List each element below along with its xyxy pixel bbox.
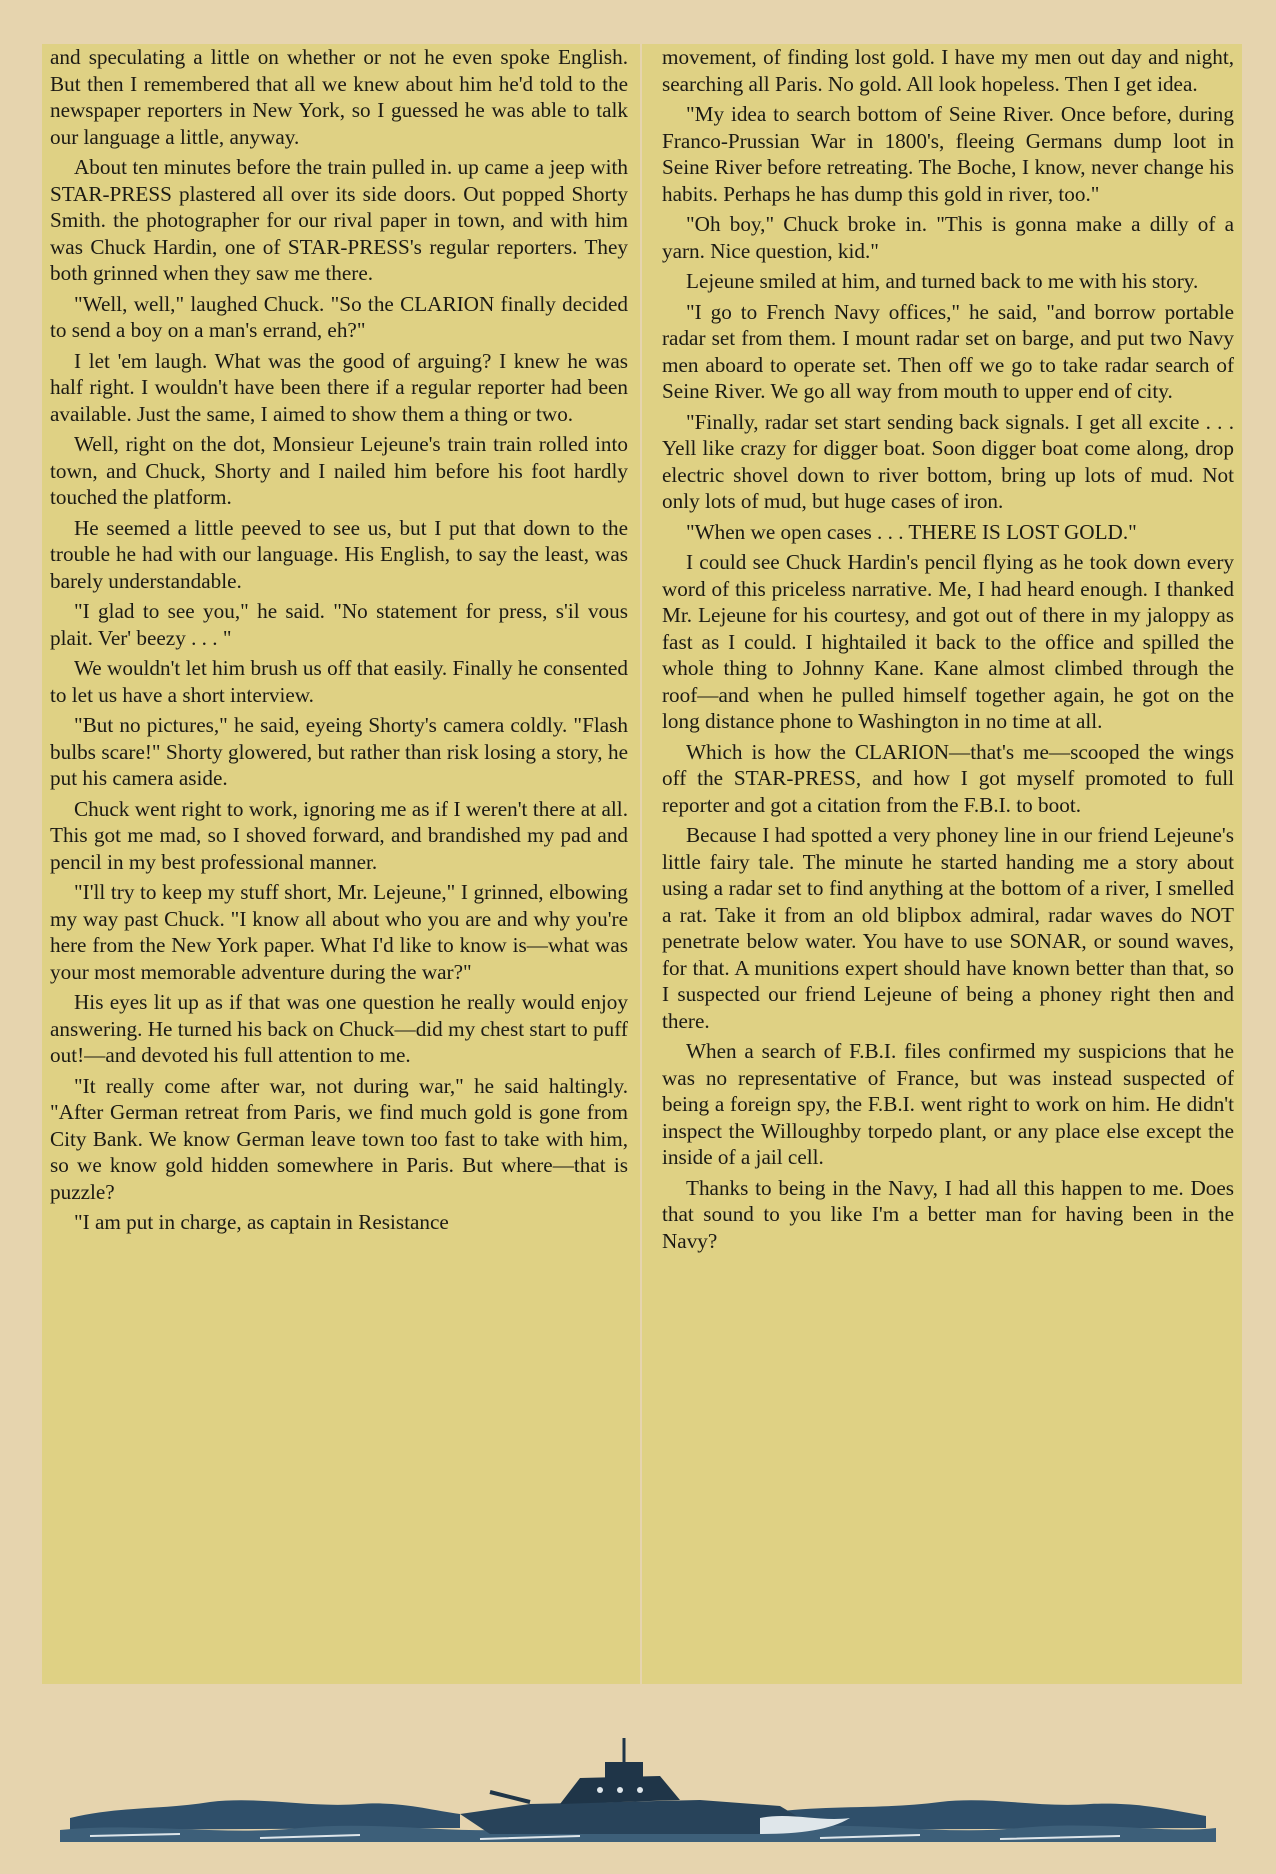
boat-bridge	[605, 1762, 643, 1780]
paragraph: We wouldn't let him brush us off that easily. Finally he consented to let us have a short interview.	[50, 656, 628, 707]
paragraph: "When we open cases . . . THERE IS LOST GOLD."	[686, 519, 1137, 544]
boat-porthole	[617, 1787, 623, 1793]
paragraph: I let 'em laugh. What was the good of arguing? I knew he was half right. I wouldn't have been there if a regular reporter had been available. Just the same, I aimed to show them a thing or two.	[50, 348, 628, 426]
paragraph: He seemed a little peeved to see us, but I put that down to the trouble he had with our language. His English, to say the least, was barely understandable.	[50, 515, 628, 593]
shoreline-left	[70, 1800, 460, 1830]
paragraph: and speculating a little on whether or not he even spoke English. But then I remembered that all we knew about him he'd told to the newspaper reporters in New York, so I guessed he was able to talk our language a little, anyway.	[50, 45, 628, 149]
paragraph: "I'll try to keep my stuff short, Mr. Lejeune," I grinned, elbowing my way past Chuck. "I know all about who you are and why you're here from the New York paper. What I'd like to know is—what was your most memorable adventure during the war?"	[50, 880, 628, 984]
boat-hull	[460, 1800, 800, 1834]
paragraph: "Oh boy," Chuck broke in. "This is gonna make a dilly of a yarn. Nice question, kid."	[662, 212, 1234, 263]
paragraph: About ten minutes before the train pulled in. up came a jeep with STAR-PRESS plastered all over its side doors. Out popped Shorty Smith. the photographer for our rival paper in town, and with him was Chuck Hardin, one of STAR-PRESS's regular reporters. They both grinned when they saw me there.	[50, 155, 628, 285]
paragraph: I could see Chuck Hardin's pencil flying as he took down every word of this priceless narrative. Me, I had heard enough. I thanked Mr. Lejeune for his courtesy, and got out of there in my jaloppy as fast as I could. I hightailed it back to the office and spilled the whole thing to Johnny Kane. Kane almost climbed through the roof—and when he pulled himself together again, he got on the long distance phone to Washington in no time at all.	[662, 550, 1234, 733]
paragraph: Because I had spotted a very phoney line in our friend Lejeune's little fairy tale. The minute he started handing me a story about using a radar set to find anything at the bottom of a river, I smelled a rat. Take it from an old blipbox admiral, radar waves do NOT penetrate below water. You have to use SONAR, or sound waves, for that. A munitions expert should have known better than that, so I suspected our friend Lejeune of being a phoney right then and there.	[662, 823, 1234, 1033]
paragraph: His eyes lit up as if that was one question he really would enjoy answering. He turned his back on Chuck—did my chest start to puff out!—and devoted his full attention to me.	[50, 990, 628, 1067]
paragraph: "Finally, radar set start sending back signals. I get all excite . . . Yell like crazy for digger boat. Soon digger boat come along, drop electric shovel down to river bottom, bring up lots of mud. Not only lots of mud, but huge cases of iron.	[662, 409, 1234, 513]
paragraph: "Well, well," laughed Chuck. "So the CLARION finally decided to send a boy on a man's errand, eh?"	[50, 291, 628, 342]
paragraph: "I glad to see you," he said. "No statement for press, s'il vous plait. Ver' beezy . . . "	[50, 599, 628, 650]
navy-boat-on-waves-icon	[60, 1718, 1216, 1858]
paragraph: Which is how the CLARION—that's me—scooped the wings off the STAR-PRESS, and how I got myself promoted to full reporter and got a citation from the F.B.I. to boot.	[662, 739, 1234, 817]
paragraph: Chuck went right to work, ignoring me as if I weren't there at all. This got me mad, so I shoved forward, and brandished my pad and pencil in my best professional manner.	[50, 796, 628, 874]
boat-porthole	[597, 1787, 603, 1793]
article-column-right	[662, 44, 1234, 1684]
paragraph: Well, right on the dot, Monsieur Lejeune's train train rolled into town, and Chuck, Shorty and I nailed him before his foot hardly touched the platform.	[50, 432, 628, 509]
article-column-left	[50, 44, 628, 1684]
paragraph: movement, of finding lost gold. I have my men out day and night, searching all Paris. No gold. All look hopeless. Then I get idea.	[662, 45, 1234, 96]
paragraph: "But no pictures," he said, eyeing Shorty's camera coldly. "Flash bulbs scare!" Shorty glowered, but rather than risk losing a story, he put his camera aside.	[50, 713, 628, 790]
boat-gun	[490, 1792, 530, 1802]
boat-porthole	[637, 1787, 643, 1793]
paragraph: "I go to French Navy offices," he said, "and borrow portable radar set from them. I mount radar set on barge, and put two Navy men aboard to operate set. Then off we go to take radar search of Seine River. We go all way from mouth to upper end of city.	[662, 299, 1234, 403]
column-divider	[640, 44, 642, 1684]
paragraph: "It really come after war, not during war," he said haltingly. "After German retreat from Paris, we find much gold is gone from City Bank. We know German leave town too fast to take with him, so we know gold hidden somewhere in Paris. But where—that is puzzle?	[50, 1073, 628, 1204]
paragraph: "I am put in charge, as captain in Resistance	[74, 1210, 449, 1234]
paragraph: When a search of F.B.I. files confirmed my suspicions that he was no representative of France, but was instead suspected of being a foreign spy, the F.B.I. went right to work on him. He didn't inspect the Willoughby torpedo plant, or any place else except the inside of a jail cell.	[662, 1039, 1234, 1169]
paragraph: Lejeune smiled at him, and turned back to me with his story.	[686, 269, 1199, 293]
paragraph: Thanks to being in the Navy, I had all this happen to me. Does that sound to you like I'm a better man for having been in the Navy?	[662, 1175, 1234, 1253]
paragraph: "My idea to search bottom of Seine River. Once before, during Franco-Prussian War in 1800's, fleeing Germans dump loot in Seine River before retreating. The Boche, I know, never change his habits. Perhaps he has dump this gold in river, too."	[662, 102, 1234, 206]
